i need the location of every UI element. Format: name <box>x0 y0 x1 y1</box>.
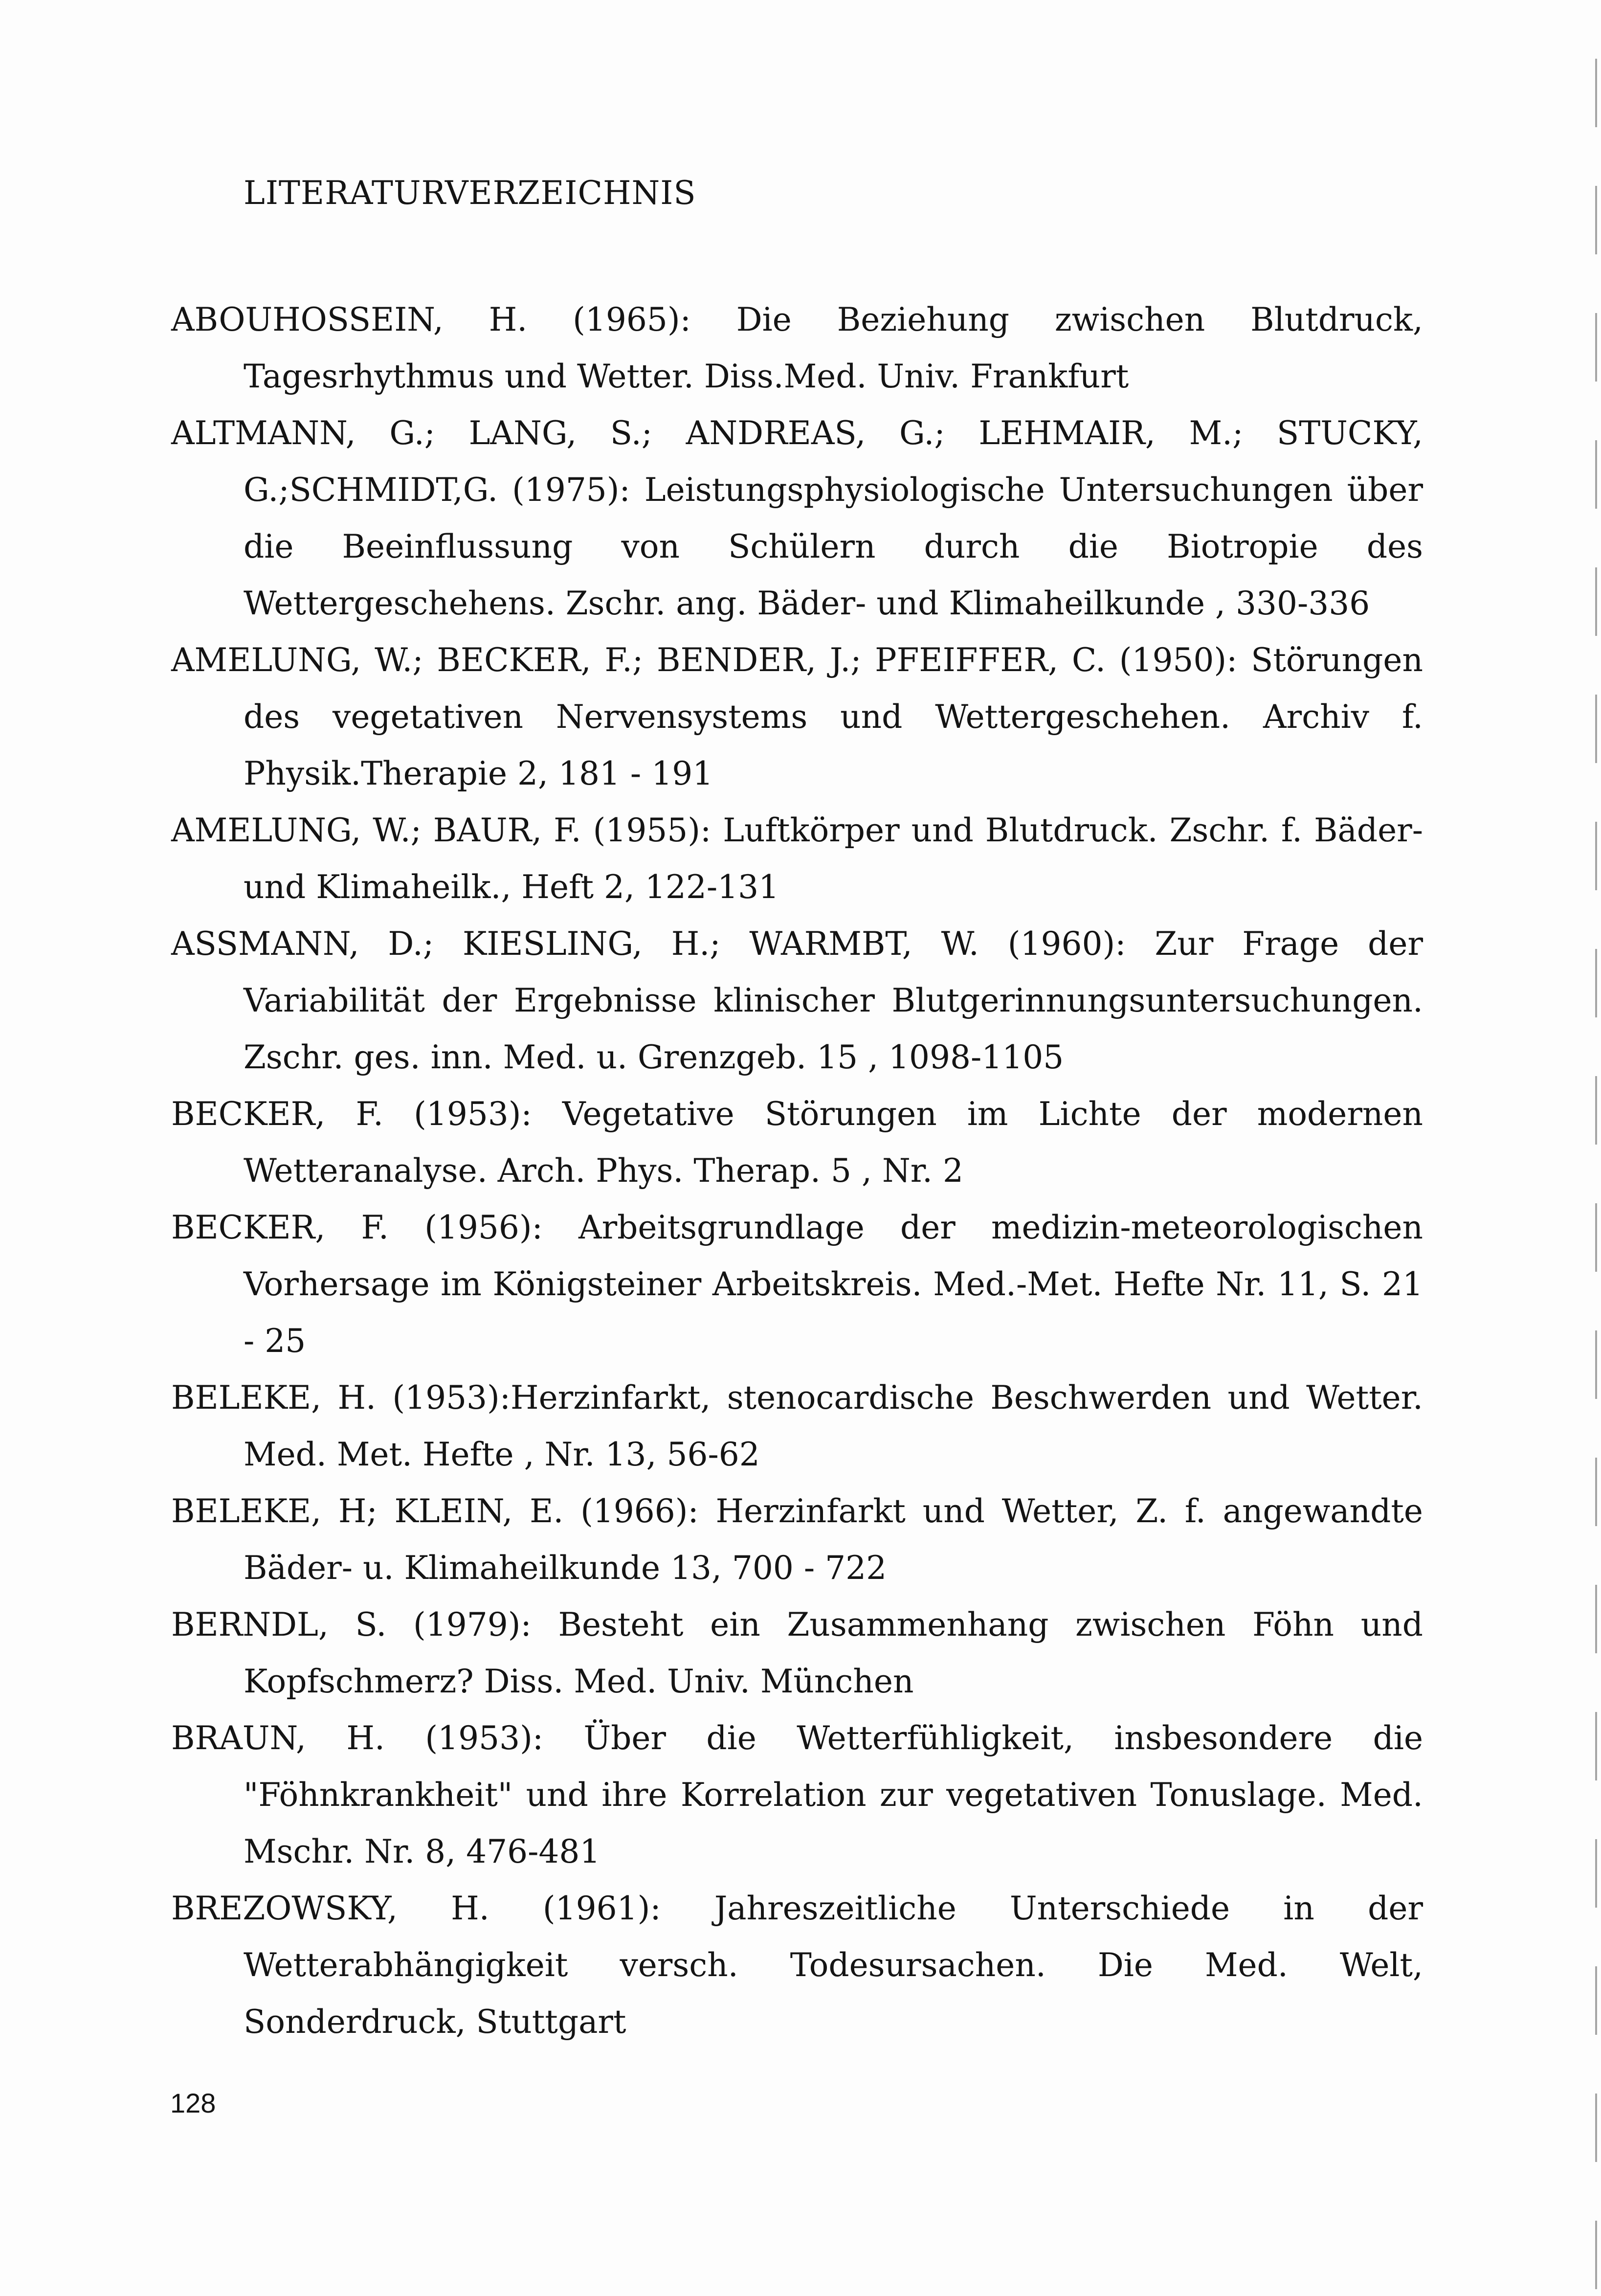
bibliography-entry: ALTMANN, G.; LANG, S.; ANDREAS, G.; LEHMAIR, M.; STUCKY, G.;SCHMIDT,G. (1975): Leistungsphysiologische Untersuchungen über die Beeinflussung von Schülern durch die Biotropie des Wettergeschehens. Zschr. ang. Bäder- und Klimaheilkunde , 330-336 <box>171 414 1423 622</box>
bibliography-entry: BERNDL, S. (1979): Besteht ein Zusammenhang zwischen Föhn und Kopfschmerz? Diss. Med. Univ. München <box>171 1606 1423 1700</box>
bibliography-entry: BRAUN, H. (1953): Über die Wetterfühligkeit, insbesondere die "Föhnkrankheit" und ihre Korrelation zur vegetativen Tonuslage. Med. Mschr. Nr. 8, 476-481 <box>171 1719 1423 1870</box>
bibliography-entry: AMELUNG, W.; BECKER, F.; BENDER, J.; PFEIFFER, C. (1950): Störungen des vegetativen Nervensystems und Wettergeschehen. Archiv f. Physik.Therapie 2, 181 - 191 <box>171 641 1423 792</box>
bibliography-entry: AMELUNG, W.; BAUR, F. (1955): Luftkörper und Blutdruck. Zschr. f. Bäder- und Klimaheilk., Heft 2, 122-131 <box>171 811 1423 906</box>
bibliography-entry: BELEKE, H; KLEIN, E. (1966): Herzinfarkt und Wetter, Z. f. angewandte Bäder- u. Klimaheilkunde 13, 700 - 722 <box>171 1492 1423 1587</box>
scan-edge-artifact <box>1595 0 1597 2296</box>
bibliography-list <box>171 292 1423 2050</box>
bibliography-entry: BECKER, F. (1956): Arbeitsgrundlage der medizin-meteorologischen Vorhersage im Königsteiner Arbeitskreis. Med.-Met. Hefte Nr. 11, S. 21 - 25 <box>171 1209 1423 1360</box>
bibliography-entry: BREZOWSKY, H. (1961): Jahreszeitliche Unterschiede in der Wetterabhängigkeit versch. Todesursachen. Die Med. Welt, Sonderdruck, Stuttgart <box>171 1890 1423 2041</box>
section-heading: LITERATURVERZEICHNIS <box>244 174 696 212</box>
bibliography-entry: ABOUHOSSEIN, H. (1965): Die Beziehung zwischen Blutdruck, Tagesrhythmus und Wetter. Diss.Med. Univ. Frankfurt <box>171 301 1423 395</box>
bibliography-entry: ASSMANN, D.; KIESLING, H.; WARMBT, W. (1960): Zur Frage der Variabilität der Ergebnisse klinischer Blutgerinnungsuntersuchungen. Zschr. ges. inn. Med. u. Grenzgeb. 15 , 1098-1105 <box>171 925 1423 1076</box>
bibliography-entry: BECKER, F. (1953): Vegetative Störungen im Lichte der modernen Wetteranalyse. Arch. Phys. Therap. 5 , Nr. 2 <box>171 1095 1423 1190</box>
bibliography-entry: BELEKE, H. (1953):Herzinfarkt, stenocardische Beschwerden und Wetter. Med. Met. Hefte , Nr. 13, 56-62 <box>171 1379 1423 1473</box>
page-number: 128 <box>170 2088 216 2118</box>
